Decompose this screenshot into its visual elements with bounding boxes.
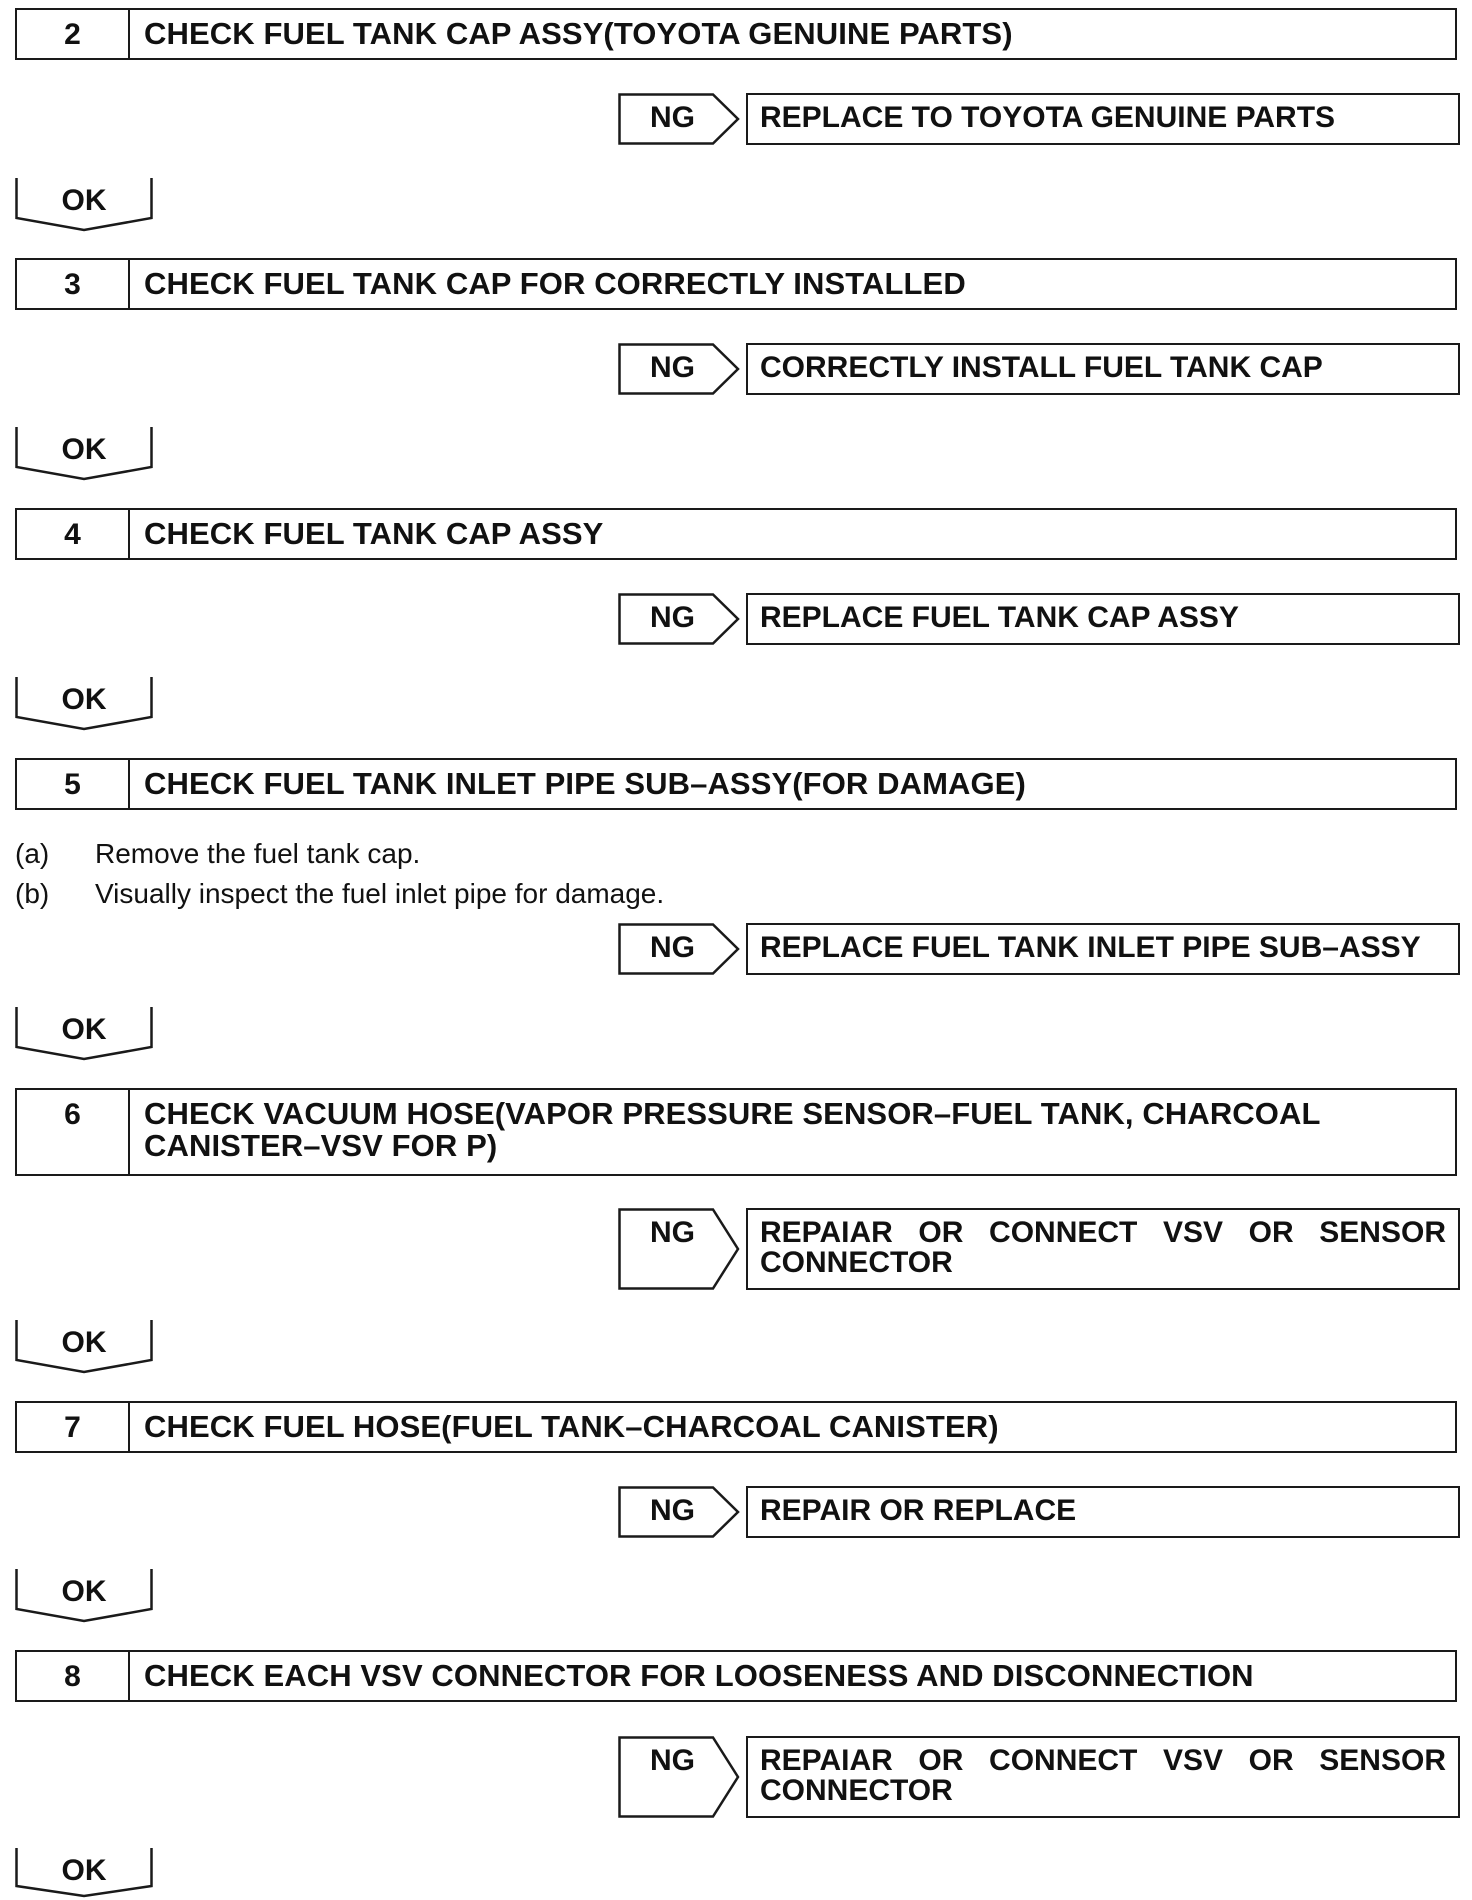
ok-label: OK — [61, 433, 107, 466]
substep-text: Remove the fuel tank cap. — [95, 838, 421, 869]
ok-label: OK — [61, 1854, 107, 1887]
step-8-header — [15, 1650, 1457, 1702]
ok-branch — [15, 1320, 153, 1372]
substep-label: (a) — [15, 838, 50, 869]
ok-label: OK — [61, 184, 107, 217]
ng-label: NG — [650, 101, 695, 134]
step-title: CHECK FUEL TANK CAP FOR CORRECTLY INSTALLED — [144, 266, 966, 301]
ng-action-box: REPLACE TO TOYOTA GENUINE PARTS — [746, 93, 1460, 145]
step-4-header — [15, 508, 1457, 560]
ok-branch — [15, 427, 153, 479]
ng-action-box: REPAIR OR REPLACE — [746, 1486, 1460, 1538]
step-title: CHECK FUEL TANK CAP ASSY — [144, 516, 604, 551]
ng-label: NG — [650, 1216, 695, 1249]
step-title: CHECK EACH VSV CONNECTOR FOR LOOSENESS AND DISCONNECTION — [144, 1658, 1254, 1693]
step-title: CHECK FUEL TANK CAP ASSY(TOYOTA GENUINE PARTS) — [144, 16, 1013, 51]
ng-label: NG — [650, 931, 695, 964]
ok-branch — [15, 1007, 153, 1059]
step-title: CHECK FUEL HOSE(FUEL TANK–CHARCOAL CANISTER) — [144, 1409, 999, 1444]
ng-label: NG — [650, 1494, 695, 1527]
ng-action-box: REPLACE FUEL TANK INLET PIPE SUB–ASSY — [746, 923, 1460, 975]
ok-label: OK — [61, 1575, 107, 1608]
step-5-header — [15, 758, 1457, 810]
ok-branch — [15, 1848, 153, 1900]
ng-action-box: REPAIAR OR CONNECT VSV OR SENSOR CONNECTOR — [746, 1736, 1460, 1818]
ng-label: NG — [650, 351, 695, 384]
step-number: 8 — [17, 1652, 130, 1700]
substep-b — [15, 878, 664, 910]
step-title: CHECK FUEL TANK INLET PIPE SUB–ASSY(FOR DAMAGE) — [144, 766, 1026, 801]
step-number: 4 — [17, 510, 130, 558]
ng-action-box: REPAIAR OR CONNECT VSV OR SENSOR CONNECTOR — [746, 1208, 1460, 1290]
ok-label: OK — [61, 1326, 107, 1359]
step-number: 5 — [17, 760, 130, 808]
ok-branch — [15, 178, 153, 230]
step-2-header — [15, 8, 1457, 60]
step-7-header — [15, 1401, 1457, 1453]
ok-branch — [15, 677, 153, 729]
ok-branch — [15, 1569, 153, 1621]
ok-label: OK — [61, 1013, 107, 1046]
substep-a — [15, 838, 420, 870]
ng-action-box: REPLACE FUEL TANK CAP ASSY — [746, 593, 1460, 645]
substep-label: (b) — [15, 878, 50, 909]
step-number: 6 — [17, 1090, 130, 1174]
ng-label: NG — [650, 1744, 695, 1777]
ng-action-box: CORRECTLY INSTALL FUEL TANK CAP — [746, 343, 1460, 395]
step-title: CHECK VACUUM HOSE(VAPOR PRESSURE SENSOR–FUEL TANK, CHARCOAL CANISTER–VSV FOR P) — [144, 1096, 1320, 1163]
ok-label: OK — [61, 683, 107, 716]
step-3-header — [15, 258, 1457, 310]
step-number: 3 — [17, 260, 130, 308]
step-6-header — [15, 1088, 1457, 1176]
ng-label: NG — [650, 601, 695, 634]
step-number: 7 — [17, 1403, 130, 1451]
substep-text: Visually inspect the fuel inlet pipe for damage. — [95, 878, 665, 909]
step-number: 2 — [17, 10, 130, 58]
